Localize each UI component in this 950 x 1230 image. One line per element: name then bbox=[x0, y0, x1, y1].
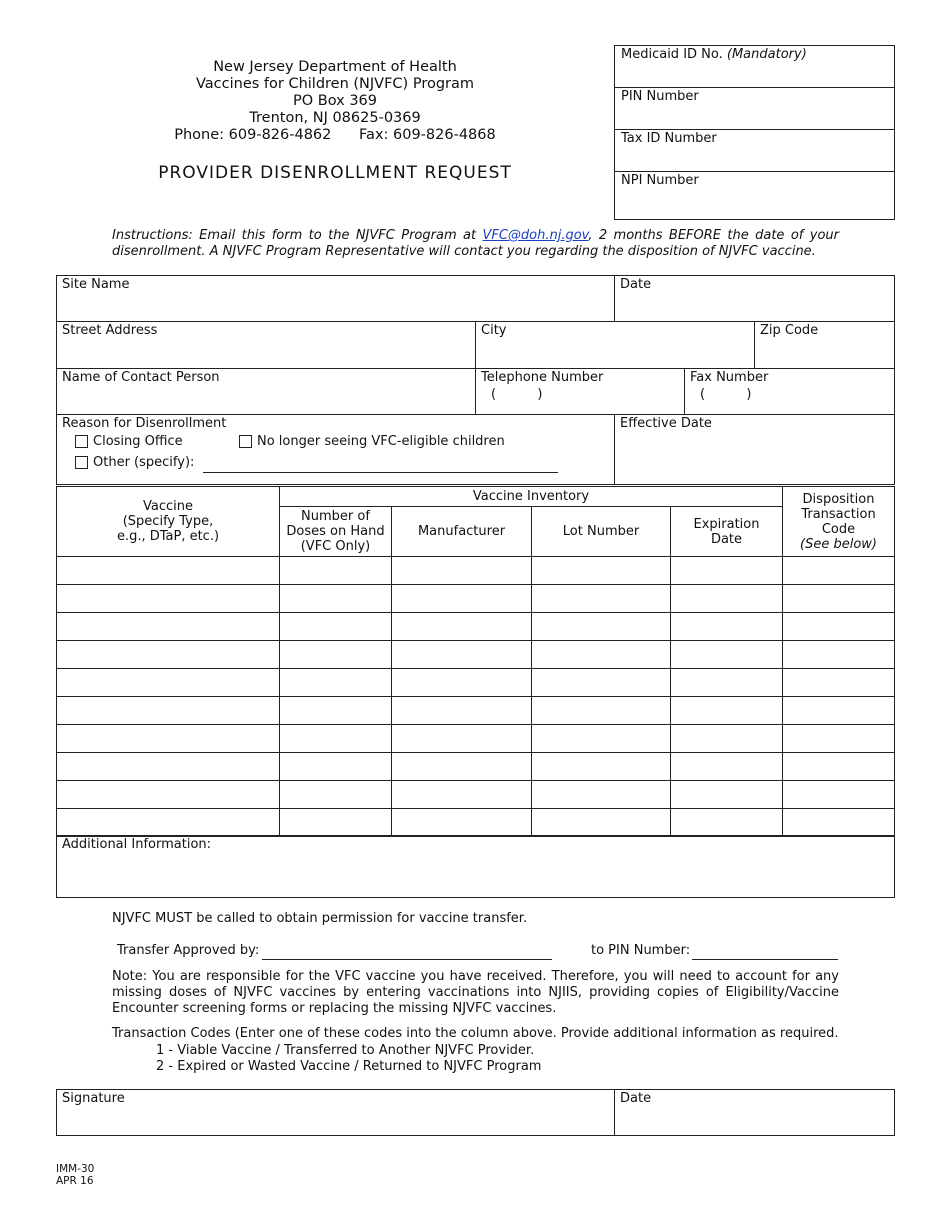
table-cell-vaccine bbox=[56, 584, 280, 613]
site-name-input[interactable] bbox=[62, 301, 609, 318]
other-specify-input[interactable] bbox=[203, 455, 558, 473]
table-cell-expiration bbox=[670, 556, 783, 585]
npi-number-row bbox=[615, 172, 894, 215]
manufacturer-input[interactable] bbox=[392, 781, 531, 808]
disposition-input[interactable] bbox=[783, 809, 894, 836]
inventory-header: Vaccine Inventory bbox=[279, 486, 783, 507]
disposition-input[interactable] bbox=[783, 669, 894, 696]
expiration-input[interactable] bbox=[671, 557, 782, 584]
tax-id-label: Tax ID Number bbox=[621, 131, 717, 146]
doses-input[interactable] bbox=[280, 585, 391, 612]
no-longer-label: No longer seeing VFC-eligible children bbox=[257, 434, 505, 449]
manufacturer-input[interactable] bbox=[392, 697, 531, 724]
vaccine-input[interactable] bbox=[57, 557, 279, 584]
zip-code-label: Zip Code bbox=[760, 323, 819, 338]
manufacturer-input[interactable] bbox=[392, 753, 531, 780]
table-cell-expiration bbox=[670, 640, 783, 669]
table-cell-manufacturer bbox=[391, 556, 532, 585]
table-cell-lot-number bbox=[531, 696, 671, 725]
vaccine-input[interactable] bbox=[57, 753, 279, 780]
telephone-field bbox=[475, 368, 685, 415]
table-cell-doses bbox=[279, 584, 392, 613]
disposition-note: (See below) bbox=[800, 536, 877, 552]
signature-date-input[interactable] bbox=[620, 1115, 889, 1132]
manufacturer-input[interactable] bbox=[392, 669, 531, 696]
city-input[interactable] bbox=[481, 348, 749, 365]
header-fax: Fax: 609-826-4868 bbox=[359, 127, 496, 143]
disposition-title: Disposition Transaction Code bbox=[801, 491, 876, 537]
table-cell-doses bbox=[279, 808, 392, 837]
transfer-approved-input[interactable] bbox=[262, 943, 552, 960]
table-cell-disposition bbox=[782, 724, 895, 753]
table-cell-doses bbox=[279, 612, 392, 641]
street-address-field bbox=[56, 321, 476, 369]
zip-code-field bbox=[754, 321, 895, 369]
expiration-input[interactable] bbox=[671, 753, 782, 780]
table-cell-manufacturer bbox=[391, 752, 532, 781]
additional-info-input[interactable] bbox=[62, 877, 889, 894]
table-cell-manufacturer bbox=[391, 724, 532, 753]
transaction-code-2: 2 - Expired or Wasted Vaccine / Returned to NJVFC Program bbox=[156, 1059, 542, 1074]
additional-info-label: Additional Information: bbox=[62, 837, 212, 852]
table-cell-expiration bbox=[670, 612, 783, 641]
table-cell-manufacturer bbox=[391, 668, 532, 697]
expiration-input[interactable] bbox=[671, 613, 782, 640]
table-cell-expiration bbox=[670, 668, 783, 697]
email-link[interactable]: VFC@doh.nj.gov bbox=[482, 228, 589, 243]
disposition-input[interactable] bbox=[783, 781, 894, 808]
doses-input[interactable] bbox=[280, 641, 391, 668]
responsibility-note: Note: You are responsible for the VFC vaccine you have received. Therefore, you will need to account for any missing doses of NJVFC vaccines by entering vaccinations into NJIIS, providing copies of Eligibility/Vaccine Encounter screening forms or replacing the missing NJVFC vaccines. bbox=[112, 969, 839, 1016]
disposition-input[interactable] bbox=[783, 613, 894, 640]
signature-input[interactable] bbox=[62, 1115, 609, 1132]
effective-date-field bbox=[614, 414, 895, 485]
table-cell-expiration bbox=[670, 780, 783, 809]
lot-number-input[interactable] bbox=[532, 809, 670, 836]
table-cell-lot-number bbox=[531, 668, 671, 697]
table-cell-lot-number bbox=[531, 808, 671, 837]
table-cell-disposition bbox=[782, 696, 895, 725]
disposition-input[interactable] bbox=[783, 557, 894, 584]
expiration-input[interactable] bbox=[671, 809, 782, 836]
table-cell-doses bbox=[279, 696, 392, 725]
doses-input[interactable] bbox=[280, 613, 391, 640]
table-cell-expiration bbox=[670, 696, 783, 725]
table-cell-disposition bbox=[782, 808, 895, 837]
table-cell-doses bbox=[279, 724, 392, 753]
doses-input[interactable] bbox=[280, 753, 391, 780]
table-cell-manufacturer bbox=[391, 808, 532, 837]
vaccine-input[interactable] bbox=[57, 697, 279, 724]
medicaid-id-input[interactable] bbox=[621, 67, 888, 84]
transfer-approved-label: Transfer Approved by: bbox=[117, 943, 260, 958]
site-name-label: Site Name bbox=[62, 277, 130, 292]
medicaid-mandatory-label: (Mandatory) bbox=[726, 47, 807, 62]
table-cell-vaccine bbox=[56, 808, 280, 837]
expiration-input[interactable] bbox=[671, 725, 782, 752]
transaction-code-1: 1 - Viable Vaccine / Transferred to Another NJVFC Provider. bbox=[156, 1042, 535, 1058]
date-field bbox=[614, 275, 895, 322]
table-cell-manufacturer bbox=[391, 696, 532, 725]
zip-code-input[interactable] bbox=[760, 348, 889, 365]
table-cell-doses bbox=[279, 780, 392, 809]
expiration-input[interactable] bbox=[671, 697, 782, 724]
lot-number-input[interactable] bbox=[532, 697, 670, 724]
table-cell-doses bbox=[279, 556, 392, 585]
table-cell-expiration bbox=[670, 724, 783, 753]
tax-id-row bbox=[615, 130, 894, 172]
medicaid-id-label: Medicaid ID No. bbox=[621, 47, 723, 62]
table-cell-disposition bbox=[782, 612, 895, 641]
reason-label: Reason for Disenrollment bbox=[62, 416, 227, 431]
to-pin-input[interactable] bbox=[692, 943, 838, 960]
vaccine-input[interactable] bbox=[57, 809, 279, 836]
table-cell-vaccine bbox=[56, 752, 280, 781]
city-field bbox=[475, 321, 755, 369]
signature-date-field bbox=[614, 1089, 895, 1136]
fax-number-label: Fax Number bbox=[690, 370, 769, 385]
expiration-input[interactable] bbox=[671, 585, 782, 612]
vaccine-input[interactable] bbox=[57, 725, 279, 752]
table-cell-manufacturer bbox=[391, 584, 532, 613]
doses-input[interactable] bbox=[280, 557, 391, 584]
disposition-input[interactable] bbox=[783, 641, 894, 668]
header-phone: Phone: 609-826-4862 bbox=[174, 127, 332, 143]
to-pin-label: to PIN Number: bbox=[591, 943, 691, 958]
vaccine-input[interactable] bbox=[57, 641, 279, 668]
fax-number-field bbox=[684, 368, 895, 415]
pin-number-label: PIN Number bbox=[621, 89, 699, 104]
vaccine-input[interactable] bbox=[57, 669, 279, 696]
no-longer-option bbox=[239, 434, 505, 449]
expiration-column-header: Expiration Date bbox=[670, 506, 783, 557]
table-cell-vaccine bbox=[56, 668, 280, 697]
lot-number-input[interactable] bbox=[532, 753, 670, 780]
medicaid-id-row bbox=[615, 46, 894, 88]
header-line-1: New Jersey Department of Health bbox=[213, 59, 457, 75]
telephone-input[interactable] bbox=[556, 394, 679, 411]
table-cell-doses bbox=[279, 640, 392, 669]
id-box bbox=[614, 45, 895, 220]
manufacturer-input[interactable] bbox=[392, 557, 531, 584]
vaccine-column-header: Vaccine (Specify Type, e.g., DTaP, etc.) bbox=[56, 486, 280, 557]
table-cell-vaccine bbox=[56, 640, 280, 669]
doses-column-header: Number of Doses on Hand (VFC Only) bbox=[279, 506, 392, 557]
table-cell-lot-number bbox=[531, 752, 671, 781]
table-cell-lot-number bbox=[531, 556, 671, 585]
date-input[interactable] bbox=[620, 301, 889, 318]
disposition-input[interactable] bbox=[783, 753, 894, 780]
doses-input[interactable] bbox=[280, 697, 391, 724]
table-cell-lot-number bbox=[531, 612, 671, 641]
table-cell-vaccine bbox=[56, 724, 280, 753]
manufacturer-input[interactable] bbox=[392, 809, 531, 836]
expiration-input[interactable] bbox=[671, 669, 782, 696]
table-cell-manufacturer bbox=[391, 612, 532, 641]
closing-office-option bbox=[75, 434, 183, 449]
table-cell-disposition bbox=[782, 752, 895, 781]
npi-number-label: NPI Number bbox=[621, 173, 699, 188]
manufacturer-input[interactable] bbox=[392, 641, 531, 668]
effective-date-label: Effective Date bbox=[620, 416, 712, 431]
table-cell-lot-number bbox=[531, 780, 671, 809]
form-footer bbox=[56, 1163, 94, 1187]
street-address-input[interactable] bbox=[62, 348, 470, 365]
header-line-3: PO Box 369 bbox=[292, 93, 377, 109]
lot-number-input[interactable] bbox=[532, 641, 670, 668]
signature-label: Signature bbox=[62, 1091, 125, 1106]
closing-office-checkbox[interactable] bbox=[75, 435, 88, 448]
disposition-input[interactable] bbox=[783, 585, 894, 612]
fax-number-input[interactable] bbox=[765, 394, 889, 411]
city-label: City bbox=[481, 323, 507, 338]
table-cell-manufacturer bbox=[391, 780, 532, 809]
table-cell-vaccine bbox=[56, 780, 280, 809]
table-cell-expiration bbox=[670, 808, 783, 837]
npi-number-input[interactable] bbox=[621, 195, 888, 212]
header-line-2: Vaccines for Children (NJVFC) Program bbox=[195, 76, 475, 92]
other-checkbox[interactable] bbox=[75, 456, 88, 469]
table-cell-disposition bbox=[782, 668, 895, 697]
header-contact bbox=[150, 127, 520, 144]
vaccine-input[interactable] bbox=[57, 781, 279, 808]
contact-person-field bbox=[56, 368, 476, 415]
disposition-input[interactable] bbox=[783, 697, 894, 724]
instructions-suffix: , 2 months BEFORE the date of your disenrollment. A NJVFC Program Representative will contact you regarding the disposition of NJVFC vaccine. bbox=[112, 228, 839, 259]
table-cell-manufacturer bbox=[391, 640, 532, 669]
form-id: IMM-30 bbox=[56, 1163, 95, 1175]
table-cell-lot-number bbox=[531, 724, 671, 753]
lot-number-column-header: Lot Number bbox=[531, 506, 671, 557]
transaction-codes-title: Transaction Codes (Enter one of these codes into the column above. Provide additional information as required. bbox=[112, 1026, 839, 1041]
street-address-label: Street Address bbox=[62, 323, 158, 338]
contact-person-input[interactable] bbox=[62, 394, 470, 411]
lot-number-input[interactable] bbox=[532, 585, 670, 612]
header-line-4: Trenton, NJ 08625-0369 bbox=[249, 110, 421, 126]
telephone-label: Telephone Number bbox=[481, 370, 604, 385]
form-revision: APR 16 bbox=[56, 1175, 94, 1187]
reason-field bbox=[56, 414, 615, 485]
lot-number-input[interactable] bbox=[532, 613, 670, 640]
lot-number-input[interactable] bbox=[532, 781, 670, 808]
lot-number-input[interactable] bbox=[532, 669, 670, 696]
page-title: PROVIDER DISENROLLMENT REQUEST bbox=[158, 163, 512, 183]
table-cell-vaccine bbox=[56, 612, 280, 641]
tax-id-input[interactable] bbox=[621, 151, 888, 168]
transaction-codes bbox=[112, 1026, 839, 1076]
table-cell-doses bbox=[279, 668, 392, 697]
disposition-column-header bbox=[782, 486, 895, 557]
expiration-input[interactable] bbox=[671, 781, 782, 808]
contact-person-label: Name of Contact Person bbox=[62, 370, 220, 385]
manufacturer-column-header: Manufacturer bbox=[391, 506, 532, 557]
table-cell-disposition bbox=[782, 640, 895, 669]
closing-office-label: Closing Office bbox=[93, 434, 183, 449]
instructions bbox=[112, 228, 839, 260]
table-cell-vaccine bbox=[56, 556, 280, 585]
doses-input[interactable] bbox=[280, 725, 391, 752]
date-label: Date bbox=[620, 277, 652, 292]
table-cell-disposition bbox=[782, 780, 895, 809]
table-cell-lot-number bbox=[531, 640, 671, 669]
vaccine-input[interactable] bbox=[57, 613, 279, 640]
instructions-prefix: Instructions: Email this form to the NJVFC Program at bbox=[112, 228, 483, 243]
other-option bbox=[75, 455, 194, 470]
manufacturer-input[interactable] bbox=[392, 725, 531, 752]
pin-number-row bbox=[615, 88, 894, 130]
transfer-permission-text: NJVFC MUST be called to obtain permission for vaccine transfer. bbox=[112, 911, 528, 926]
additional-info-field bbox=[56, 835, 895, 898]
table-cell-doses bbox=[279, 752, 392, 781]
expiration-input[interactable] bbox=[671, 641, 782, 668]
vaccine-input[interactable] bbox=[57, 585, 279, 612]
other-label: Other (specify): bbox=[93, 455, 195, 470]
signature-date-label: Date bbox=[620, 1091, 652, 1106]
doses-input[interactable] bbox=[280, 809, 391, 836]
doses-input[interactable] bbox=[280, 781, 391, 808]
signature-field bbox=[56, 1089, 615, 1136]
lot-number-input[interactable] bbox=[532, 557, 670, 584]
no-longer-checkbox[interactable] bbox=[239, 435, 252, 448]
doses-input[interactable] bbox=[280, 669, 391, 696]
pin-number-input[interactable] bbox=[621, 109, 888, 126]
effective-date-input[interactable] bbox=[620, 464, 889, 481]
table-cell-disposition bbox=[782, 584, 895, 613]
table-cell-disposition bbox=[782, 556, 895, 585]
table-cell-expiration bbox=[670, 752, 783, 781]
manufacturer-input[interactable] bbox=[392, 613, 531, 640]
table-cell-lot-number bbox=[531, 584, 671, 613]
table-cell-vaccine bbox=[56, 696, 280, 725]
disposition-input[interactable] bbox=[783, 725, 894, 752]
telephone-area-code: ( ) bbox=[491, 387, 543, 402]
fax-area-code: ( ) bbox=[700, 387, 752, 402]
table-cell-expiration bbox=[670, 584, 783, 613]
agency-header bbox=[150, 59, 520, 144]
site-name-field bbox=[56, 275, 615, 322]
manufacturer-input[interactable] bbox=[392, 585, 531, 612]
lot-number-input[interactable] bbox=[532, 725, 670, 752]
